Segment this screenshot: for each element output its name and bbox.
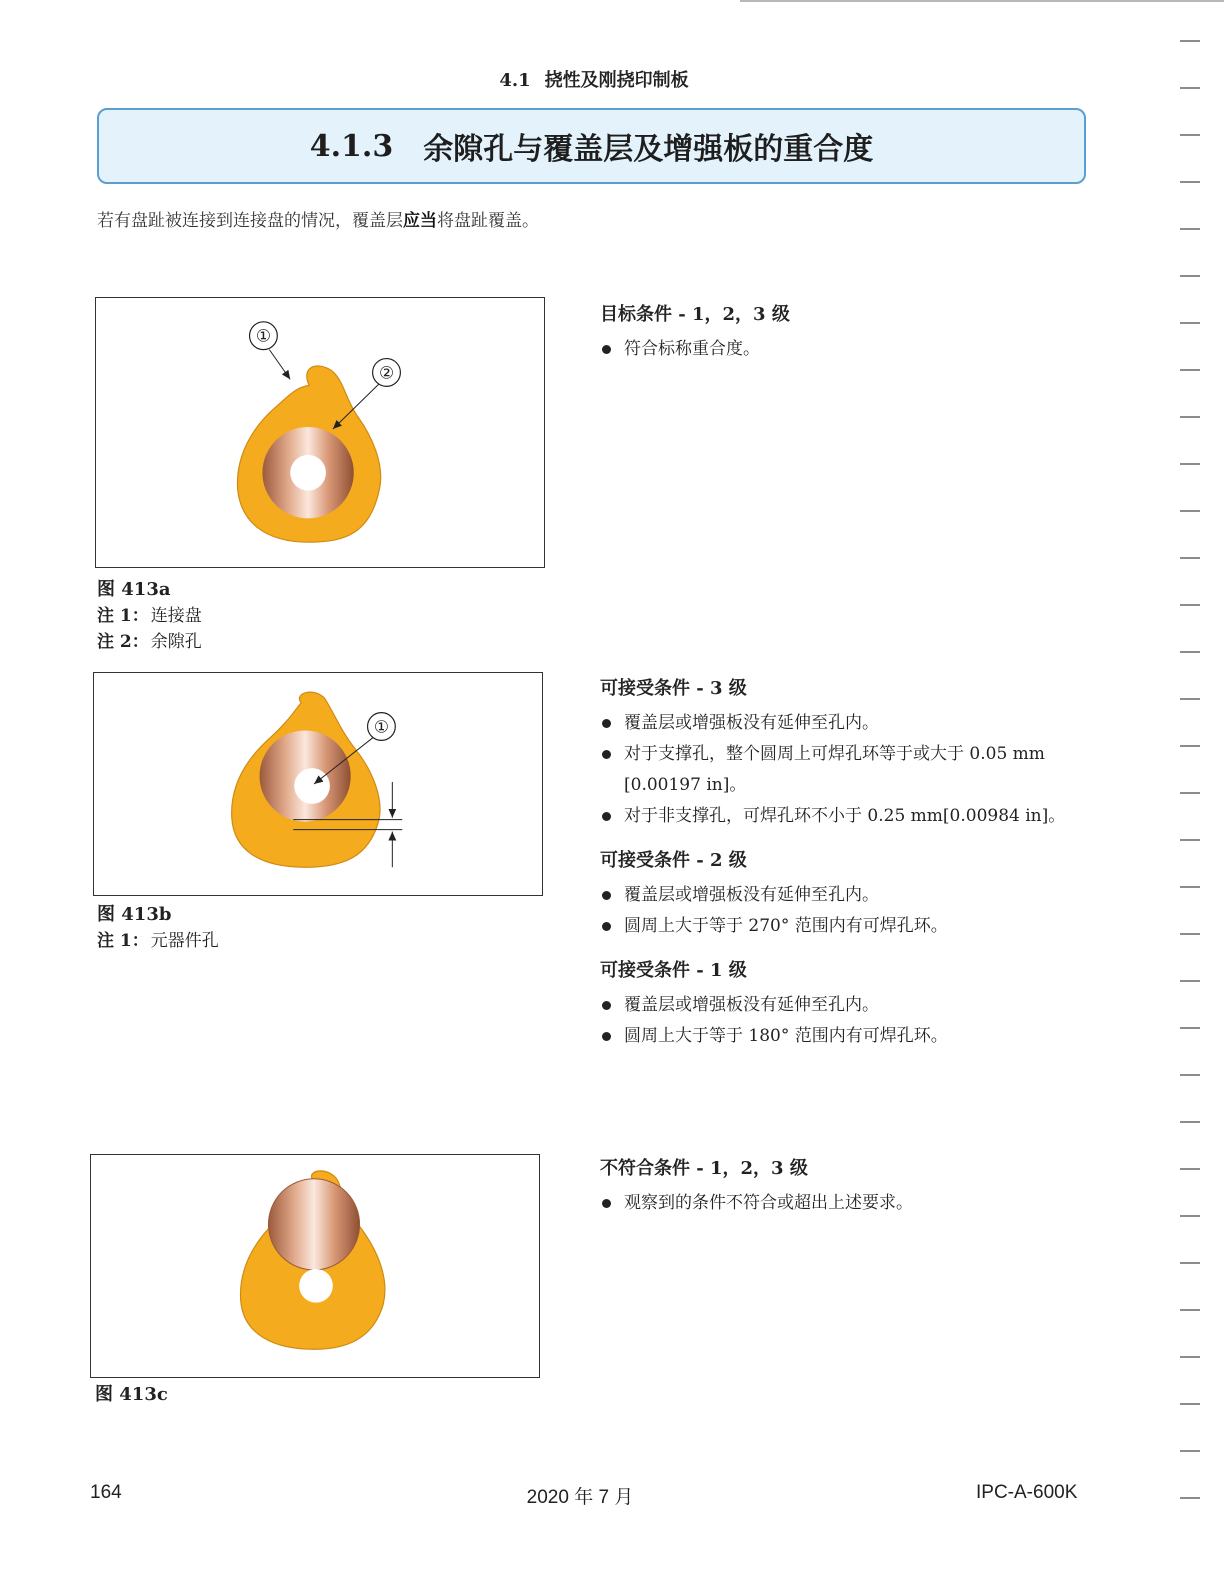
acceptable-class-3 xyxy=(600,674,1100,832)
edge-tick xyxy=(1180,228,1200,230)
document-id: IPC-A-600K xyxy=(976,1482,1078,1503)
edge-tick xyxy=(1180,1168,1200,1170)
figure-label-413c: 图 413c xyxy=(95,1384,168,1405)
intro-emphasis: 应当 xyxy=(403,211,437,231)
acceptable-3-item: 对于非支撑孔，可焊孔环不小于 0.25 mm[0.00984 in]。 xyxy=(600,801,1100,832)
intro-text-after: 将盘趾覆盖。 xyxy=(437,211,539,231)
edge-tick xyxy=(1180,651,1200,653)
edge-tick xyxy=(1180,1027,1200,1029)
acceptable-2-heading: 可接受条件 - 2 级 xyxy=(600,850,747,871)
acceptable-1-item: 覆盖层或增强板没有延伸至孔内。 xyxy=(600,990,1100,1021)
edge-tick xyxy=(1180,1074,1200,1076)
figure-label-413b: 图 413b xyxy=(97,904,172,925)
acceptable-1-heading: 可接受条件 - 1 级 xyxy=(600,960,747,981)
edge-tick xyxy=(1180,275,1200,277)
caption-413b xyxy=(97,902,219,954)
caption-413c xyxy=(95,1382,168,1408)
hole-413a xyxy=(290,455,326,491)
acceptable-3-item: 覆盖层或增强板没有延伸至孔内。 xyxy=(600,708,1100,739)
edge-tick xyxy=(1180,933,1200,935)
edge-tick xyxy=(1180,557,1200,559)
edge-tick xyxy=(1180,1497,1200,1499)
edge-tick xyxy=(1180,369,1200,371)
section-title: 挠性及刚挠印制板 xyxy=(544,70,689,91)
edge-tick xyxy=(1180,1121,1200,1123)
callout-1-413a: ① xyxy=(255,325,271,346)
acceptable-class-1 xyxy=(600,956,1100,1052)
callout-1-413b: ① xyxy=(373,716,389,737)
title-number: 4.1.3 xyxy=(309,128,394,164)
page-title-box xyxy=(97,108,1086,184)
edge-tick xyxy=(1180,604,1200,606)
edge-tick xyxy=(1180,886,1200,888)
acceptable-class-2 xyxy=(600,846,1100,942)
acceptable-3-item: 对于支撑孔，整个圆周上可焊孔环等于或大于 0.05 mm [0.00197 in]。 xyxy=(600,739,1100,801)
edge-tick xyxy=(1180,322,1200,324)
nonconforming-heading: 不符合条件 - 1，2，3 级 xyxy=(600,1158,808,1179)
note-2-413a: 注 2： 余隙孔 xyxy=(97,632,202,652)
callout-2-413a: ② xyxy=(378,362,395,383)
edge-tick xyxy=(1180,463,1200,465)
note-1-413a: 注 1： 连接盘 xyxy=(97,606,202,626)
edge-tick xyxy=(1180,40,1200,42)
note-1-413b: 注 1： 元器件孔 xyxy=(97,931,219,951)
acceptable-2-item: 覆盖层或增强板没有延伸至孔内。 xyxy=(600,880,1100,911)
publication-date: 2020 年 7 月 xyxy=(526,1487,634,1508)
target-heading: 目标条件 - 1，2，3 级 xyxy=(600,304,790,325)
figure-413c xyxy=(90,1154,540,1378)
page-title: 余隙孔与覆盖层及增强板的重合度 xyxy=(423,132,874,167)
edge-tick xyxy=(1180,792,1200,794)
edge-tick xyxy=(1180,181,1200,183)
acceptable-2-item: 圆周上大于等于 270° 范围内有可焊孔环。 xyxy=(600,911,1100,942)
edge-tick xyxy=(1180,745,1200,747)
section-header xyxy=(0,66,1188,92)
hole-413b xyxy=(294,768,330,804)
edge-tick xyxy=(1180,510,1200,512)
page-number: 164 xyxy=(90,1482,122,1503)
intro-text-before: 若有盘趾被连接到连接盘的情况，覆盖层 xyxy=(97,211,403,231)
edge-tick xyxy=(1180,839,1200,841)
edge-tick xyxy=(1180,1215,1200,1217)
hole-413c xyxy=(299,1269,333,1303)
binding-edge-marks xyxy=(1176,40,1206,1540)
edge-tick xyxy=(1180,1403,1200,1405)
section-number: 4.1 xyxy=(499,70,531,91)
acceptable-1-item: 圆周上大于等于 180° 范围内有可焊孔环。 xyxy=(600,1021,1100,1052)
edge-tick xyxy=(1180,416,1200,418)
intro-paragraph xyxy=(97,206,539,231)
top-rule xyxy=(740,0,1224,2)
acceptable-3-heading: 可接受条件 - 3 级 xyxy=(600,678,747,699)
edge-tick xyxy=(1180,980,1200,982)
edge-tick xyxy=(1180,1356,1200,1358)
edge-tick xyxy=(1180,1450,1200,1452)
edge-tick xyxy=(1180,134,1200,136)
figure-label-413a: 图 413a xyxy=(97,579,171,600)
edge-tick xyxy=(1180,698,1200,700)
caption-413a xyxy=(97,577,202,655)
figure-413b xyxy=(93,672,543,896)
figure-413a xyxy=(95,297,545,568)
nonconforming-item: 观察到的条件不符合或超出上述要求。 xyxy=(600,1188,1100,1219)
misregistered-ring-413c xyxy=(268,1179,359,1270)
target-condition xyxy=(600,300,1100,365)
target-item: 符合标称重合度。 xyxy=(600,334,1100,365)
nonconforming-condition xyxy=(600,1154,1100,1219)
edge-tick xyxy=(1180,1309,1200,1311)
edge-tick xyxy=(1180,1262,1200,1264)
